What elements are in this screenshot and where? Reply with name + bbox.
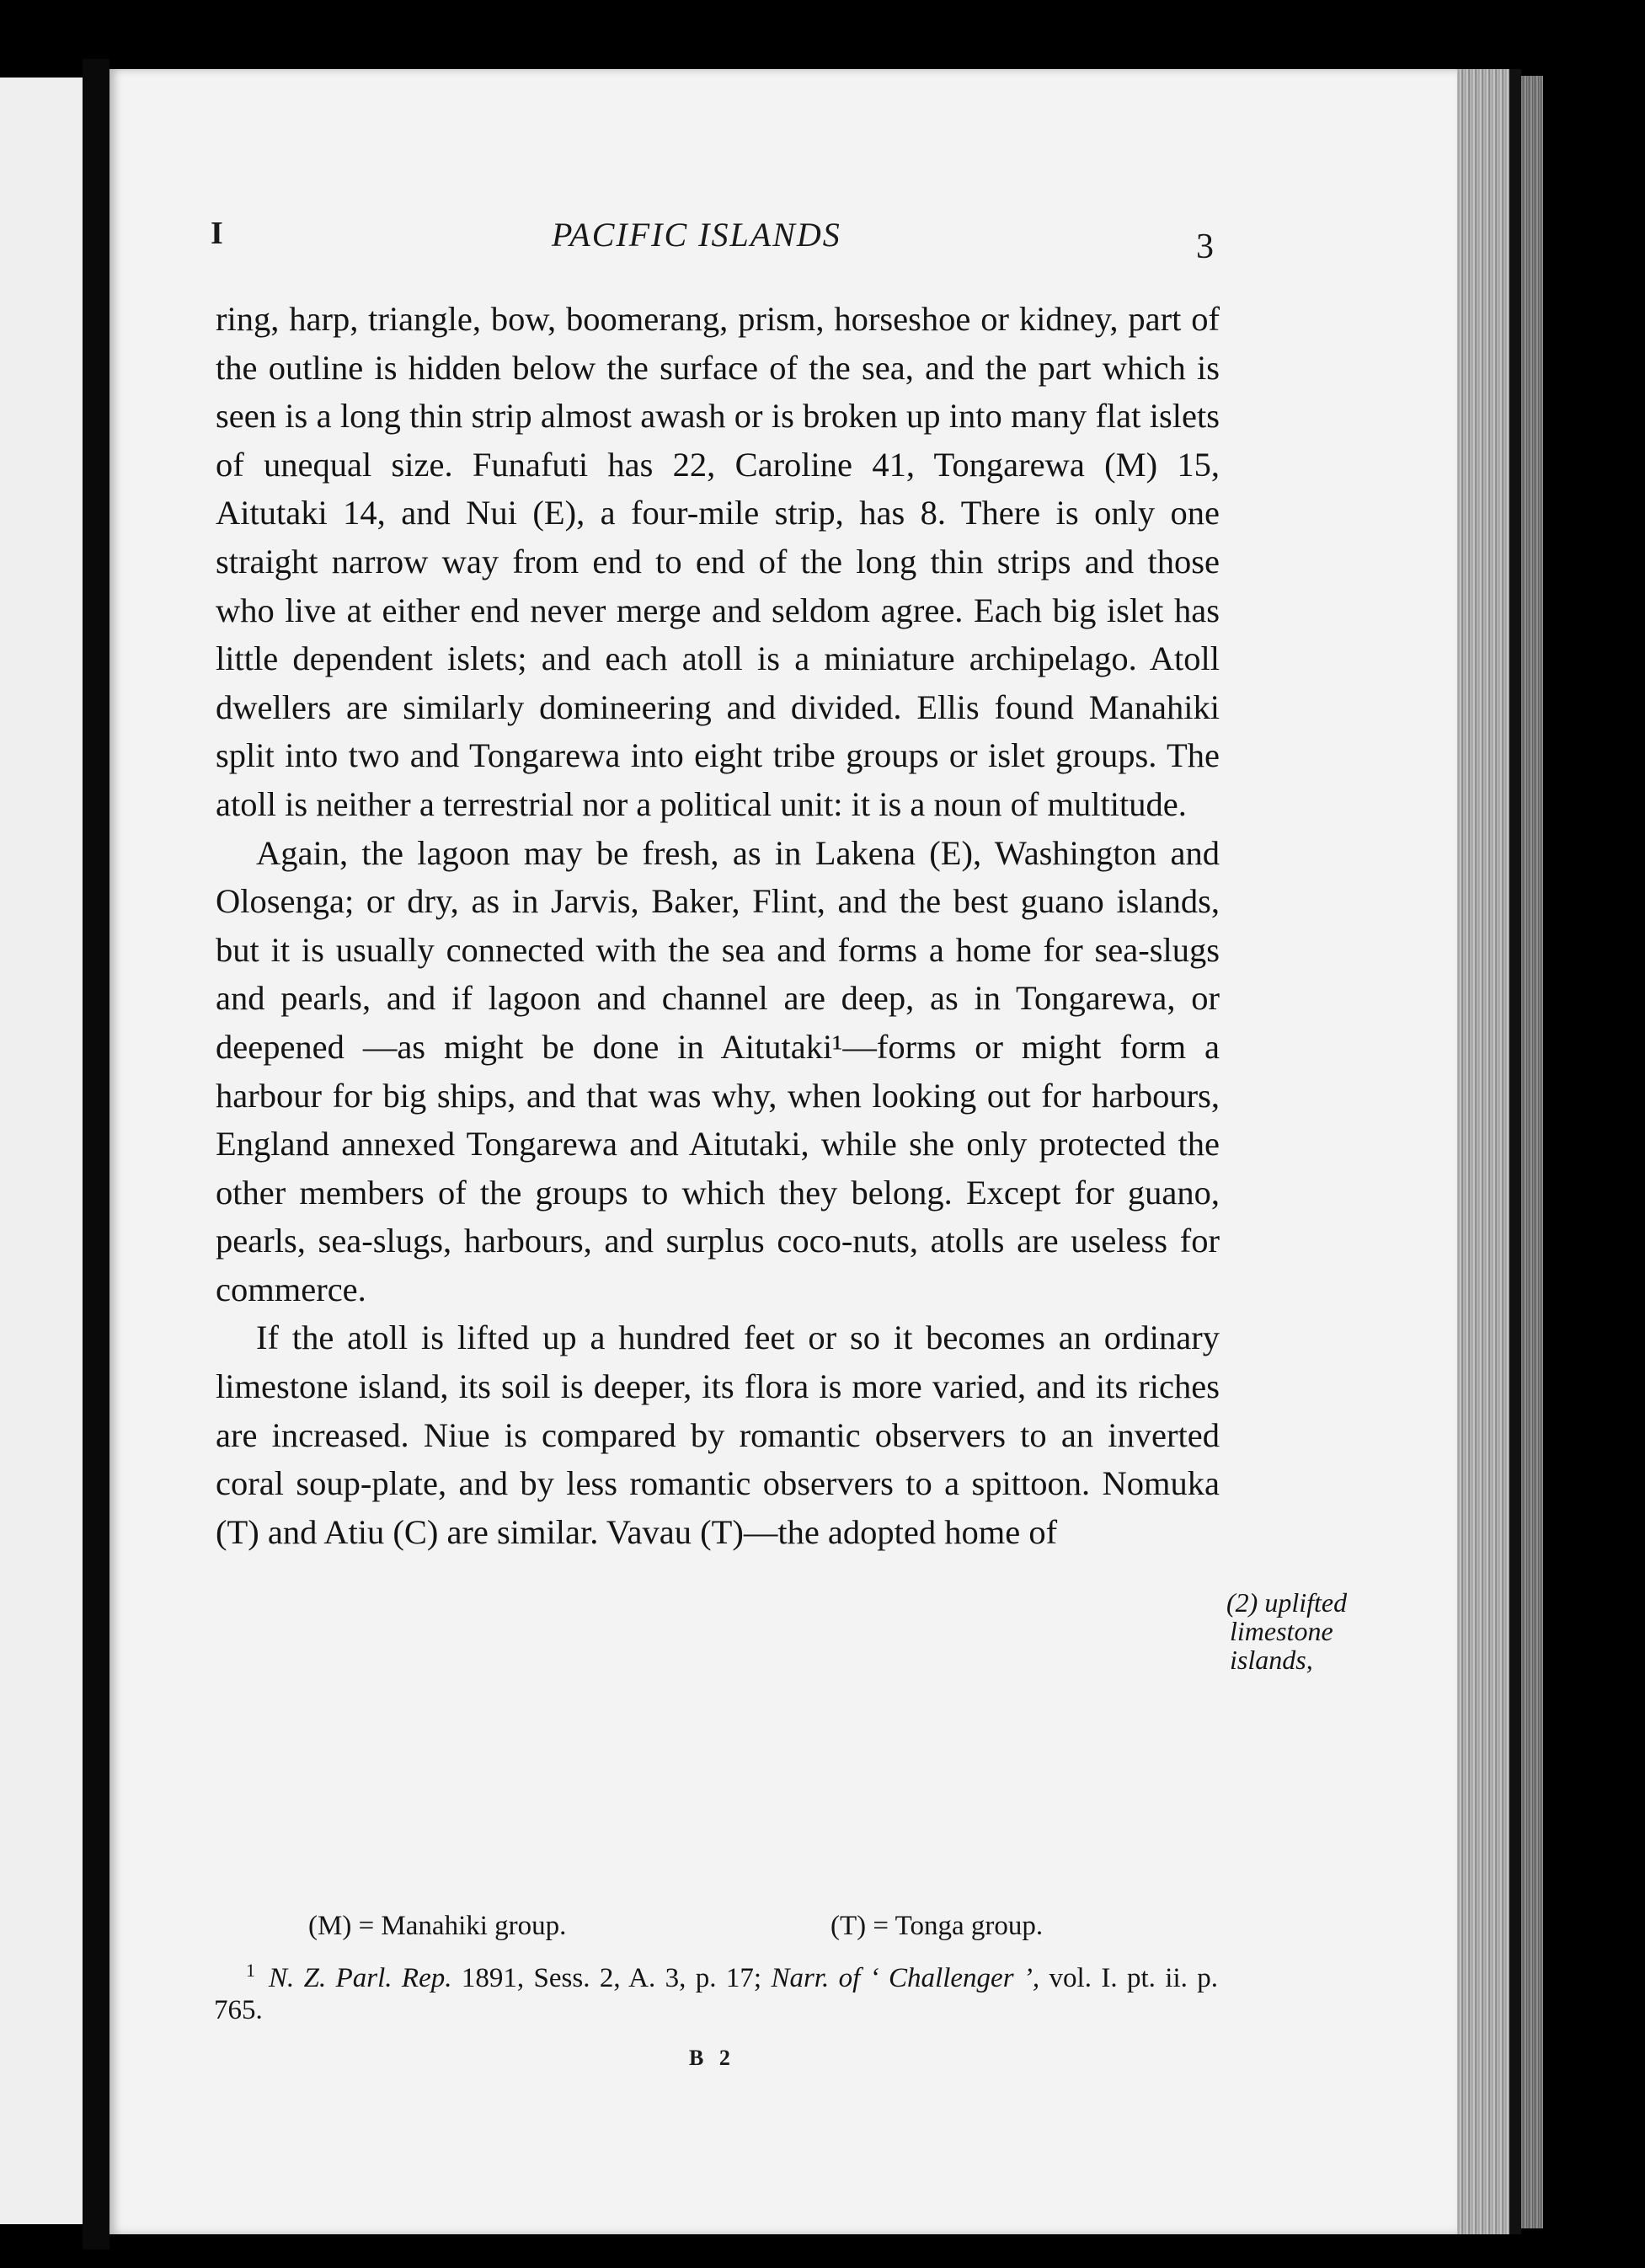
abbreviation-manahiki: (M) = Manahiki group. bbox=[308, 1911, 567, 1941]
paragraph-2: Again, the lagoon may be fresh, as in Lakena (E), Washington and Olosenga; or dry, as in Jarvis, Baker, Flint, and the best guano islands, but it is usually connected with the sea and forms a home for sea-slugs and pearls, and if lagoon and channel are deep, as in Tongarewa, or deepened —as might be done in Aitutaki¹—forms or might form a harbour for big ships, and that was why, when looking out for harbours, England annexed Tongarewa and Aitutaki, while she only protected the other members of the groups to which they belong. Except for guano, pearls, sea-slugs, harbours, and surplus coco-nuts, atolls are useless for commerce. bbox=[216, 833, 1220, 1308]
running-title: PACIFIC ISLANDS bbox=[552, 216, 841, 254]
abbreviation-tonga: (T) = Tonga group. bbox=[831, 1911, 1044, 1941]
margin-note-line-3: islands, bbox=[1230, 1645, 1313, 1675]
footnote-ref-1: 1891, Sess. 2, A. 3, p. 17; bbox=[451, 1963, 772, 1993]
footnote-marker: 1 bbox=[246, 1960, 255, 1981]
facing-page-edge bbox=[0, 78, 83, 2224]
chapter-number: I bbox=[211, 216, 223, 251]
body-text bbox=[216, 295, 1220, 1556]
page-edges bbox=[1457, 69, 1509, 2234]
page-number: 3 bbox=[1196, 227, 1214, 266]
margin-note bbox=[1226, 1588, 1429, 1674]
margin-note-line-2: limestone bbox=[1230, 1616, 1333, 1646]
footnote bbox=[214, 1955, 1218, 2026]
footnote-source-2: Narr. of ‘ Challenger ’, bbox=[771, 1963, 1040, 1993]
book-gutter bbox=[83, 59, 109, 2249]
footnote-ref-2: vol. I. pt. ii. p. 765. bbox=[214, 1963, 1219, 2025]
page-edges-outer bbox=[1521, 76, 1543, 2228]
signature-mark: B 2 bbox=[689, 2046, 735, 2070]
running-header bbox=[211, 215, 1221, 265]
paragraph-1: ring, harp, triangle, bow, boomerang, prism, horseshoe or kidney, part of the outline is hidden below the surface of the sea, and the part which is seen is a long thin strip almost awash or is broken up into many flat islets of unequal size. Funafuti has 22, Caroline 41, Tongarewa (M) 15, Aitutaki 14, and Nui (E), a four-mile strip, has 8. There is only one straight narrow way from end to end of the long thin strips and those who live at either end never merge and seldom agree. Each big islet has little dependent islets; and each atoll is a miniature archipelago. Atoll dwellers are similarly domineering and divided. Ellis found Manahiki split into two and Tongarewa into eight tribe groups or islet groups. The atoll is neither a terrestrial nor a political unit: it is a noun of multitude. bbox=[216, 300, 1220, 823]
book-cover-edge bbox=[1509, 69, 1521, 2234]
margin-note-line-1: (2) uplifted bbox=[1226, 1587, 1348, 1618]
footnote-source-1: N. Z. Parl. Rep. bbox=[269, 1963, 452, 1993]
paragraph-3: If the atoll is lifted up a hundred feet or so it becomes an ordinary limestone island, its soil is deeper, its flora is more varied, and its riches are increased. Niue is compared by romantic observers to an inverted coral soup-plate, and by less romantic observers to a spittoon. Nomuka (T) and Atiu (C) are similar. Vavau (T)—the adopted home of bbox=[216, 1319, 1220, 1551]
